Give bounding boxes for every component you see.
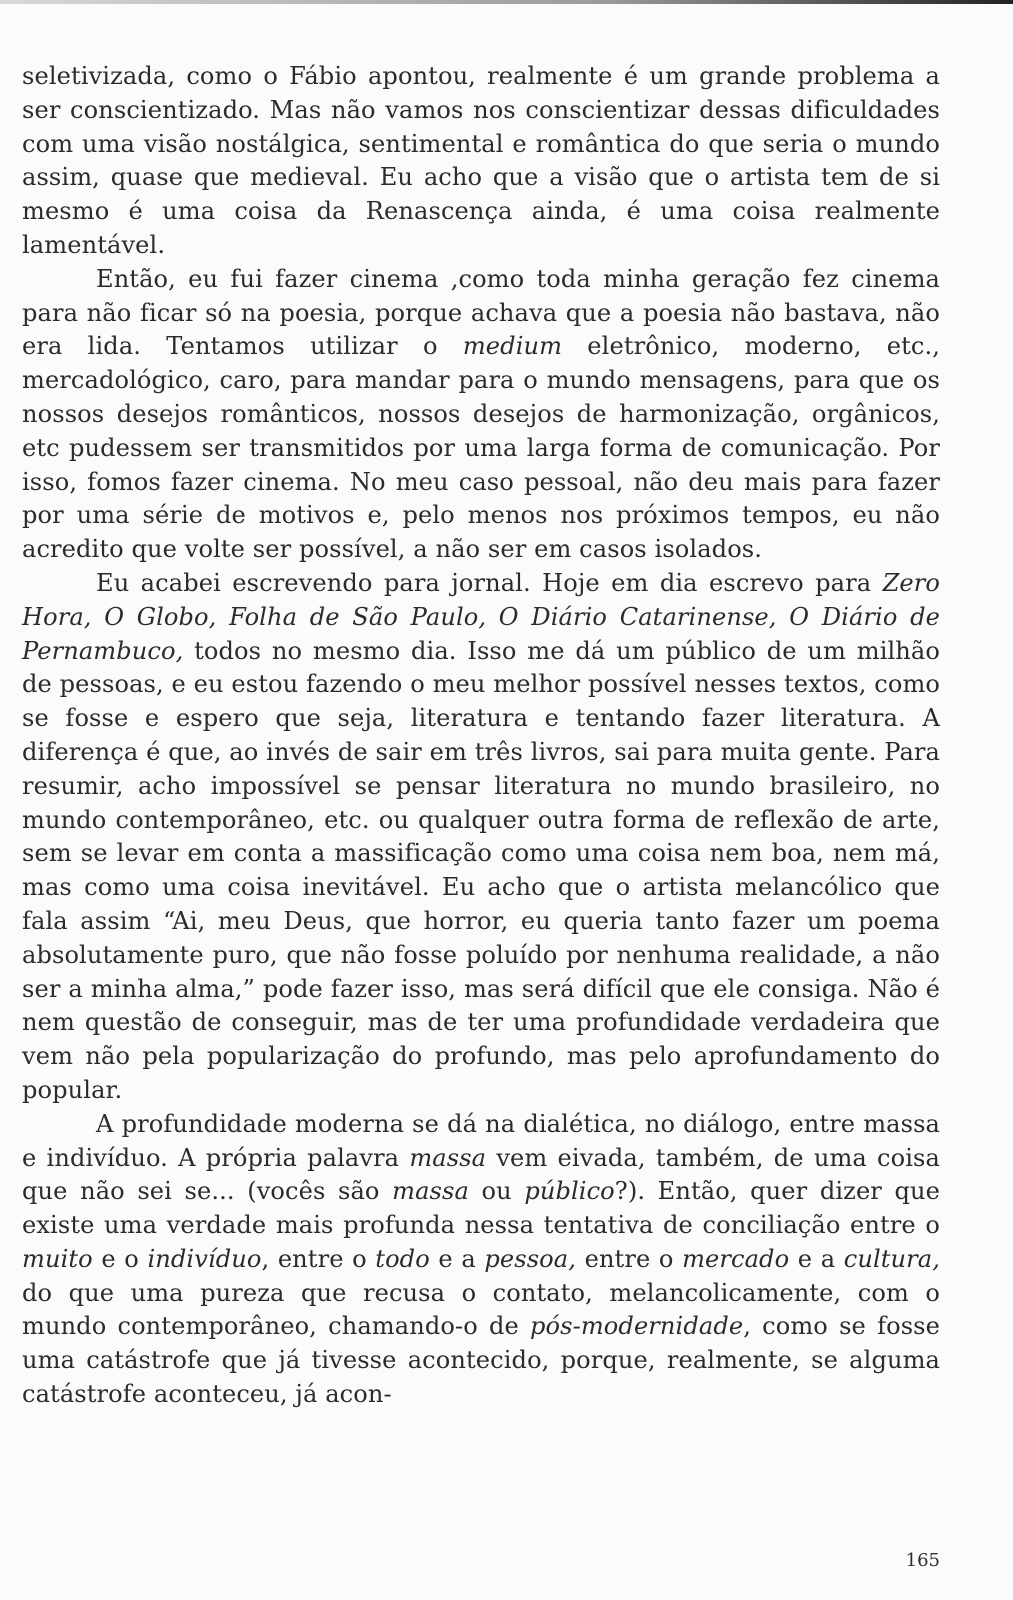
paragraph-2 xyxy=(22,263,940,567)
text-run: e a xyxy=(429,1244,485,1273)
book-page-text xyxy=(22,60,940,1412)
paragraph-3 xyxy=(22,567,940,1108)
text-run: Então, eu fui fazer cinema ,como toda minha geração fez cinema para não ficar só na poesia, porque achava que a poesia não bastava, não era lida. Tentamos utilizar o xyxy=(22,264,940,361)
paragraph-4 xyxy=(22,1108,940,1412)
italic-text-run: massa xyxy=(392,1177,469,1206)
text-run: vem eivada, também, de uma coisa que não sei se... (vocês são xyxy=(22,1143,940,1206)
text-run: , entre o xyxy=(261,1244,376,1273)
text-run: entre o xyxy=(576,1244,683,1273)
text-run: Eu acabei escrevendo para jornal. Hoje em dia escrevo para xyxy=(96,568,883,597)
italic-text-run: massa xyxy=(409,1143,487,1172)
italic-text-run: pós-modernidade xyxy=(530,1312,744,1341)
italic-text-run: Zero Hora, O Globo, Folha de São Paulo, O Diário Catarinense, O Diário de Pernambuco, xyxy=(22,568,940,665)
text-run: ou xyxy=(468,1177,525,1206)
italic-text-run: todo xyxy=(375,1244,430,1273)
text-run: eletrônico, moderno, etc., mercadológico, caro, para mandar para o mundo mensagens, para que os nossos desejos românticos, nossos desejos de harmonização, orgânicos, etc pudessem ser transmitidos por uma larga forma de comunicação. Por isso, fomos fazer cinema. No meu caso pessoal, não deu mais para fazer por uma série de motivos e, pelo menos nos próximos tempos, eu não acredito que volte ser possível, a não ser em casos isolados. xyxy=(22,332,940,564)
text-run: todos no mesmo dia. Isso me dá um público de um milhão de pessoas, e eu estou fazendo o meu melhor possível nesses textos, como se fosse e espero que seja, literatura e tentando fazer literatura. A diferença é que, ao invés de sair em três livros, sai para muita gente. Para resumir, acho impossível se pensar literatura no mundo brasileiro, no mundo contemporâneo, etc. ou qualquer outra forma de reflexão de arte, sem se levar em conta a massificação como uma coisa nem boa, nem má, mas como uma coisa inevitável. Eu acho que o artista melancólico que fala assim “Ai, meu Deus, que horror, eu queria tanto fazer um poema absolutamente puro, que não fosse poluído por nenhuma realidade, a não ser a minha alma,” pode fazer isso, mas será difícil que ele consiga. Não é nem questão de conseguir, mas de ter uma profundidade verdadeira que vem não pela popularização do profundo, mas pelo aprofundamento do popular. xyxy=(22,636,940,1104)
italic-text-run: mercado xyxy=(682,1244,790,1273)
text-run: do que uma pureza que recusa o contato, melancolicamente, com o mundo contemporâneo, chamando-o de xyxy=(22,1278,940,1341)
italic-text-run: público xyxy=(524,1177,615,1206)
text-run: , como se fosse uma catástrofe que já tivesse acontecido, porque, realmente, se alguma catástrofe aconteceu, já acon- xyxy=(22,1312,940,1409)
italic-text-run: pessoa, xyxy=(484,1244,577,1273)
text-run: seletivizada, como o Fábio apontou, realmente é um grande problema a ser conscientizado. Mas não vamos nos conscientizar dessas dificuldades com uma visão nostálgica, sentimental e romântica do que seria o mundo assim, quase que medieval. Eu acho que a visão que o artista tem de si mesmo é uma coisa da Renascença ainda, é uma coisa realmente lamentável. xyxy=(22,62,940,259)
italic-text-run: medium xyxy=(462,332,563,361)
text-run: A profundidade moderna se dá na dialética, no diálogo, entre massa e indivíduo. A própria palavra xyxy=(22,1109,940,1172)
italic-text-run: cultura, xyxy=(843,1244,941,1273)
italic-text-run: indivíduo xyxy=(147,1244,262,1273)
text-run: e o xyxy=(92,1244,148,1273)
paragraph-1 xyxy=(22,60,940,263)
page-number: 165 xyxy=(905,1550,940,1571)
italic-text-run: muito xyxy=(22,1244,93,1273)
page-top-edge xyxy=(0,0,1013,4)
text-run: ?). Então, quer dizer que existe uma verdade mais profunda nessa tentativa de conciliação entre o xyxy=(22,1177,940,1240)
text-run: e a xyxy=(789,1244,844,1273)
